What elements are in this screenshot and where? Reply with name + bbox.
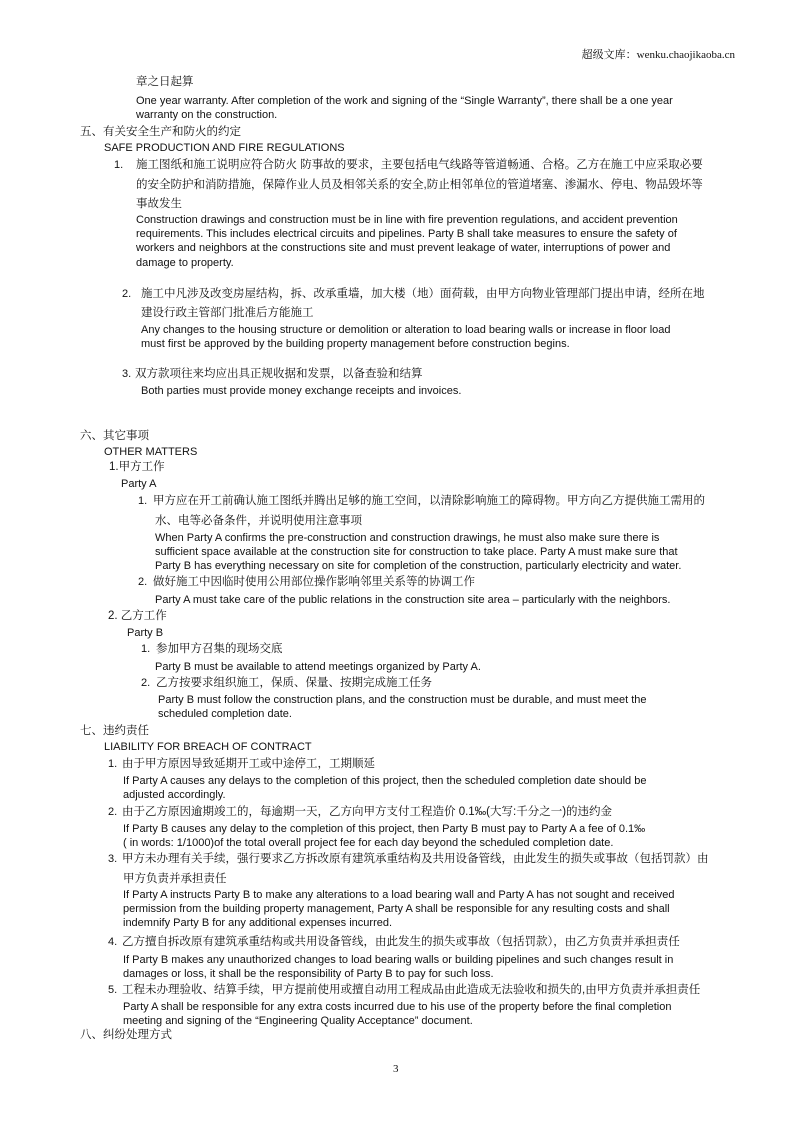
subsection-heading-en: Party B xyxy=(127,627,164,639)
item-en: indemnify Party B for any additional expenses incurred. xyxy=(123,917,393,929)
item-zh: 做好施工中因临时使用公用部位操作影响邻里关系等的协调工作 xyxy=(153,576,475,588)
subsection-heading: 1.甲方工作 xyxy=(109,461,165,473)
item-number: 1. xyxy=(114,159,124,171)
item-en: permission from the building property management, Party A shall be responsible for any resulting costs and shall xyxy=(123,903,670,915)
section-title-en: OTHER MATTERS xyxy=(104,446,198,458)
section-title: 六、其它事项 xyxy=(80,430,149,442)
item-number: 5. xyxy=(108,984,118,996)
clause-en: warranty on the construction. xyxy=(136,109,278,121)
item-zh: 事故发生 xyxy=(136,198,182,210)
item-en: damage to property. xyxy=(136,257,234,269)
item-zh: 双方款项往来均应出具正规收据和发票，以备查验和结算 xyxy=(135,368,423,380)
item-number: 2. xyxy=(141,677,151,689)
item-en: Party B must follow the construction plans, and the construction must be durable, and must meet the xyxy=(158,694,647,706)
section-title: 七、违约责任 xyxy=(80,725,149,737)
item-number: 3. xyxy=(122,368,132,380)
clause-en: One year warranty. After completion of the work and signing of the “Single Warranty”, there shall be a one year xyxy=(136,95,673,107)
item-en: If Party A causes any delays to the completion of this project, then the scheduled completion date should be xyxy=(123,775,647,787)
section-title-en: LIABILITY FOR BREACH OF CONTRACT xyxy=(104,741,312,753)
item-en: scheduled completion date. xyxy=(158,708,292,720)
item-number: 1. xyxy=(108,758,118,770)
item-zh: 甲方未办理有关手续，强行要求乙方拆改原有建筑承重结构及共用设备管线，由此发生的损失或事故（包括罚款）由 xyxy=(122,853,709,865)
item-en: Party A shall be responsible for any extra costs incurred due to his use of the property before the final completion xyxy=(123,1001,672,1013)
item-en: Both parties must provide money exchange receipts and invoices. xyxy=(141,385,462,397)
item-en: Party B has everything necessary on site for completion of the construction, particularly electricity and water. xyxy=(155,560,682,572)
item-number: 3. xyxy=(108,853,118,865)
item-zh: 乙方擅自拆改原有建筑承重结构或共用设备管线，由此发生的损失或事故（包括罚款），由乙方负责并承担责任 xyxy=(122,936,680,948)
section-title-en: SAFE PRODUCTION AND FIRE REGULATIONS xyxy=(104,142,345,154)
item-en: Any changes to the housing structure or demolition or alteration to load bearing walls or increase in floor load xyxy=(141,324,671,336)
item-zh: 由于甲方原因导致延期开工或中途停工，工期顺延 xyxy=(122,758,375,770)
item-zh: 甲方应在开工前确认施工图纸并腾出足够的施工空间，以清除影响施工的障碍物。甲方向乙方提供施工需用的 xyxy=(153,495,705,507)
item-zh: 由于乙方原因逾期竣工的，每逾期一天，乙方向甲方支付工程造价 0.1‰(大写:千分之一)的违约金 xyxy=(122,806,613,818)
clause-zh: 章之日起算 xyxy=(136,76,194,88)
item-zh: 工程未办理验收、结算手续，甲方提前使用或擅自动用工程成品由此造成无法验收和损失的,由甲方负责并承担责任 xyxy=(122,984,701,996)
item-en: If Party B makes any unauthorized changes to load bearing walls or building pipelines and such changes result in xyxy=(123,954,674,966)
item-en: If Party B causes any delay to the completion of this project, then Party B must pay to Party A a fee of 0.1‰ xyxy=(123,823,646,835)
item-number: 4. xyxy=(108,936,118,948)
item-zh: 乙方按要求组织施工，保质、保量、按期完成施工任务 xyxy=(156,677,432,689)
item-en: workers and neighbors at the constructions site and must prevent leakage of water, interruptions of power and xyxy=(136,242,671,254)
item-en: Party B must be available to attend meetings organized by Party A. xyxy=(155,661,481,673)
subsection-heading: 2. 乙方工作 xyxy=(108,610,167,622)
site-watermark: 超级文库：wenku.chaojikaoba.cn xyxy=(581,49,735,61)
item-zh: 施工中凡涉及改变房屋结构，拆、改承重墙，加大楼（地）面荷载，由甲方向物业管理部门提出申请，经所在地 xyxy=(141,288,705,300)
item-en: sufficient space available at the construction site for construction to take place. Party A must make sure that xyxy=(155,546,678,558)
item-number: 2. xyxy=(108,806,118,818)
item-zh: 施工图纸和施工说明应符合防火 防事故的要求，主要包括电气线路等管道畅通、合格。乙方在施工中应采取必要 xyxy=(136,159,703,171)
item-zh: 水、电等必备条件，并说明使用注意事项 xyxy=(155,515,362,527)
item-zh: 甲方负责并承担责任 xyxy=(123,873,227,885)
item-en: must first be approved by the building property management before construction begins. xyxy=(141,338,570,350)
item-number: 1. xyxy=(141,643,151,655)
item-en: If Party A instructs Party B to make any alterations to a load bearing wall and Party A has not sought and received xyxy=(123,889,675,901)
item-zh: 建设行政主管部门批准后方能施工 xyxy=(141,307,314,319)
section-title: 五、有关安全生产和防火的约定 xyxy=(80,126,241,138)
page-number: 3 xyxy=(393,1063,399,1075)
item-zh: 参加甲方召集的现场交底 xyxy=(156,643,283,655)
item-number: 2. xyxy=(122,288,132,300)
section-title: 八、纠纷处理方式 xyxy=(80,1029,172,1041)
item-zh: 的安全防护和消防措施，保障作业人员及相邻关系的安全,防止相邻单位的管道堵塞、渗漏水、停电、物品毁坏等 xyxy=(136,179,703,191)
item-en: Construction drawings and construction must be in line with fire prevention regulations, and accident prevention xyxy=(136,214,678,226)
item-en: adjusted accordingly. xyxy=(123,789,226,801)
item-en: ( in words: 1/1000)of the total overall project fee for each day beyond the scheduled completion date. xyxy=(123,837,614,849)
item-number: 1. xyxy=(138,495,148,507)
item-en: Party A must take care of the public relations in the construction site area – particularly with the neighbors. xyxy=(155,594,671,606)
item-number: 2. xyxy=(138,576,148,588)
item-en: requirements. This includes electrical circuits and pipelines. Party B shall take measures to ensure the safety of xyxy=(136,228,677,240)
item-en: When Party A confirms the pre-construction and construction drawings, he must also make sure there is xyxy=(155,532,660,544)
subsection-heading-en: Party A xyxy=(121,478,157,490)
item-en: meeting and signing of the “Engineering Quality Acceptance” document. xyxy=(123,1015,473,1027)
item-en: damages or loss, it shall be the responsibility of Party B to pay for such loss. xyxy=(123,968,494,980)
